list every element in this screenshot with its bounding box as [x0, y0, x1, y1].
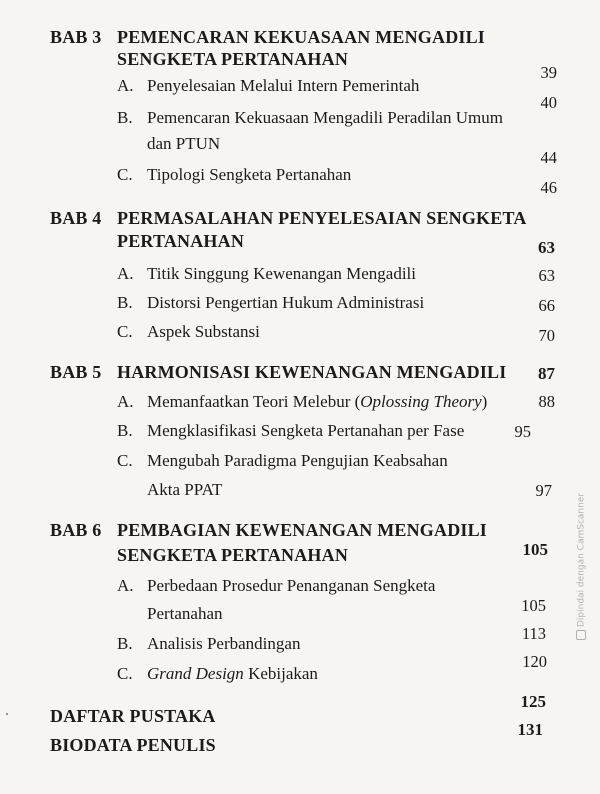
daftar-pustaka-page: 125 — [520, 692, 546, 711]
bab3-item-c-letter: C. — [117, 165, 133, 184]
bab6-item-a-page: 105 — [521, 596, 546, 615]
bab3-item-b-text-line1: Pemencaran Kekuasaan Mengadili Peradilan Umum — [147, 108, 503, 127]
bab5-item-c-page: 97 — [535, 481, 552, 500]
bab4-item-c-text: Aspek Substansi — [147, 322, 260, 341]
camscanner-icon — [576, 630, 586, 640]
bab6-item-b-text: Analisis Perbandingan — [147, 634, 301, 653]
bab4-item-c-letter: C. — [117, 322, 133, 341]
bab5-item-c-letter: C. — [117, 451, 133, 470]
bab3-label: BAB 3 — [50, 27, 102, 47]
biodata-page: 131 — [517, 720, 543, 739]
biodata-label: BIODATA PENULIS — [50, 735, 216, 755]
bab6-item-c-letter: C. — [117, 664, 133, 683]
bab4-item-b-letter: B. — [117, 293, 133, 312]
bab3-item-a-page: 40 — [540, 93, 557, 112]
bab5-item-b-page: 95 — [514, 422, 531, 441]
bab6-item-a-text-line2: Pertanahan — [147, 604, 223, 623]
bab4-item-c-page: 70 — [538, 326, 555, 345]
bab6-item-a-text-line1: Perbedaan Prosedur Penanganan Sengketa — [147, 576, 436, 595]
bab5-item-c-text-line2: Akta PPAT — [147, 480, 223, 499]
bab4-label: BAB 4 — [50, 208, 102, 228]
bab4-title-line1: PERMASALAHAN PENYELESAIAN SENGKETA — [117, 208, 527, 228]
bab6-page: 105 — [522, 540, 548, 559]
bab3-title-line2: SENGKETA PERTANAHAN — [117, 49, 349, 69]
camscanner-watermark — [576, 493, 587, 640]
bab5-item-c-text-line1: Mengubah Paradigma Pengujian Keabsahan — [147, 451, 448, 470]
bab3-title-line1: PEMENCARAN KEKUASAAN MENGADILI — [117, 27, 486, 47]
bab3-item-b-page: 44 — [540, 148, 557, 167]
bab6-item-a-letter: A. — [117, 576, 134, 595]
daftar-pustaka-label: DAFTAR PUSTAKA — [50, 706, 216, 726]
bab4-item-a-text: Titik Singgung Kewenangan Mengadili — [147, 264, 416, 283]
bab4-title-line2: PERTANAHAN — [117, 231, 245, 251]
bab3-item-a-letter: A. — [117, 76, 134, 95]
watermark-text: Dipindai dengan CamScanner — [576, 492, 587, 627]
bab5-title-line1: HARMONISASI KEWENANGAN MENGADILI — [117, 362, 507, 382]
bab5-label: BAB 5 — [50, 362, 102, 382]
bab4-item-a-page: 63 — [538, 266, 555, 285]
bab3-item-a-text: Penyelesaian Melalui Intern Pemerintah — [147, 76, 420, 95]
bab3-item-c-text: Tipologi Sengketa Pertanahan — [147, 165, 352, 184]
bab4-item-b-text: Distorsi Pengertian Hukum Administrasi — [147, 293, 425, 312]
bab3-page: 39 — [540, 63, 557, 82]
bab6-item-b-page: 113 — [521, 624, 546, 643]
bab4-item-b-page: 66 — [538, 296, 555, 315]
bab6-item-c-page: 120 — [522, 652, 547, 671]
bab3-item-b-text-line2: dan PTUN — [147, 134, 221, 153]
scan-speck — [6, 713, 8, 715]
bab5-item-b-letter: B. — [117, 421, 133, 440]
bab6-item-c-text: Grand Design Kebijakan — [147, 664, 318, 683]
bab6-item-b-letter: B. — [117, 634, 133, 653]
bab5-item-a-page: 88 — [538, 392, 555, 411]
bab4-page: 63 — [538, 238, 555, 257]
bab4-item-a-letter: A. — [117, 264, 134, 283]
bab6-title-line2: SENGKETA PERTANAHAN — [117, 545, 349, 565]
bab3-item-c-page: 46 — [540, 178, 557, 197]
bab6-label: BAB 6 — [50, 520, 102, 540]
bab5-page: 87 — [538, 364, 555, 383]
bab5-item-a-text: Memanfaatkan Teori Melebur (Oplossing Theory) — [147, 392, 488, 411]
bab5-item-b-text: Mengklasifikasi Sengketa Pertanahan per Fase — [147, 421, 465, 440]
bab5-item-a-letter: A. — [117, 392, 134, 411]
bab6-title-line1: PEMBAGIAN KEWENANGAN MENGADILI — [117, 520, 488, 540]
bab3-item-b-letter: B. — [117, 108, 133, 127]
